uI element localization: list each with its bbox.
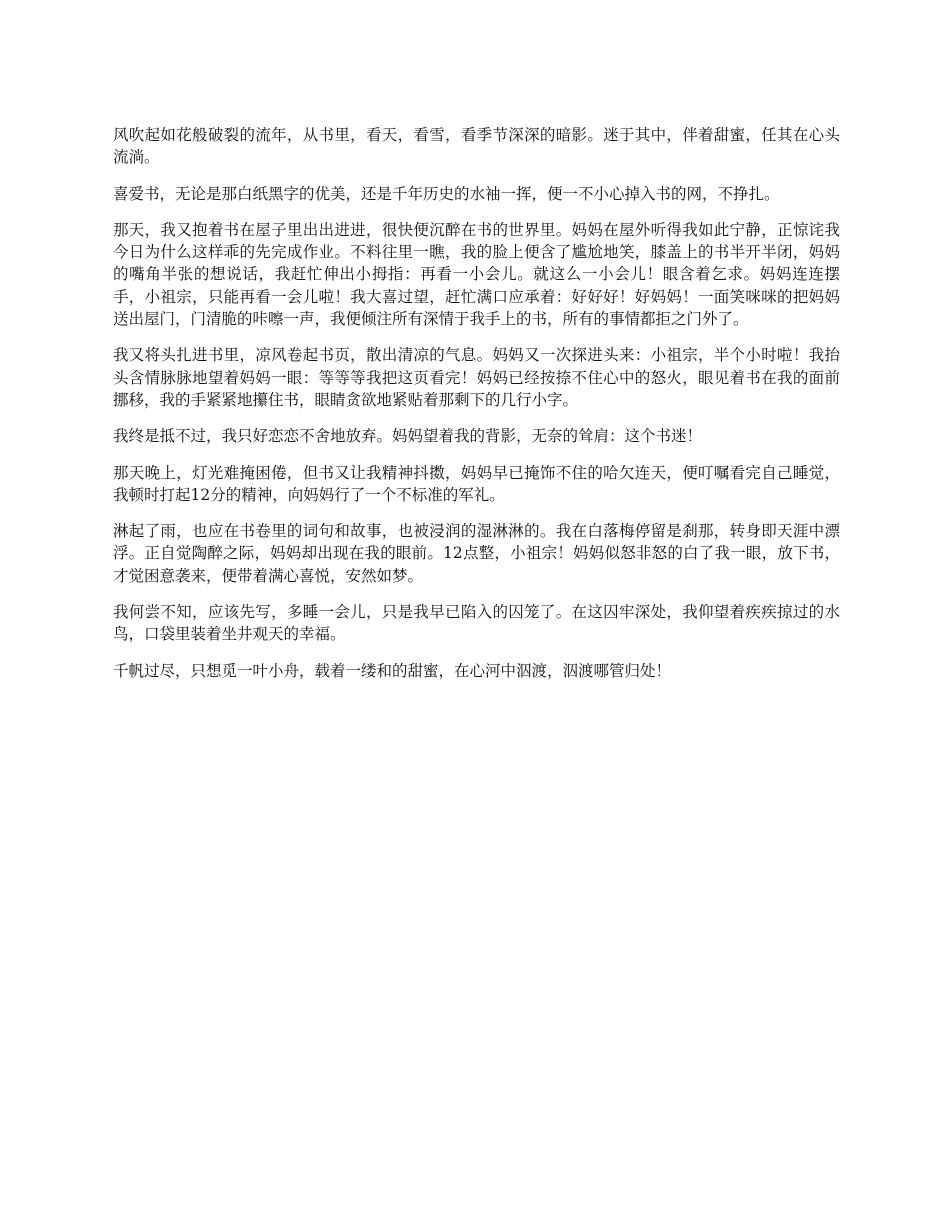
paragraph-3: 那天，我又抱着书在屋子里出出进进，很快便沉醉在书的世界里。妈妈在屋外听得我如此宁静，正惊诧我今日为什么这样乖的先完成作业。不料往里一瞧，我的脸上便含了尴尬地笑，膝盖上的书半开半闭，妈妈的嘴角半张的想说话，我赶忙伸出小拇指：再看一小会儿。就这么一小会儿！眼含着乞求。妈妈连连摆手，小祖宗，只能再看一会儿啦！我大喜过望，赶忙满口应承着：好好好！好妈妈！一面笑咪咪的把妈妈送出屋门，门清脆的咔嚓一声，我便倾注所有深情于我手上的书，所有的事情都拒之门外了。 <box>113 220 840 329</box>
paragraph-9: 千帆过尽，只想觅一叶小舟，载着一缕和的甜蜜，在心河中泅渡，泅渡哪管归处！ <box>113 661 672 680</box>
paragraph-5: 我终是抵不过，我只好恋恋不舍地放弃。妈妈望着我的背影，无奈的耸肩：这个书迷！ <box>113 427 703 446</box>
paragraph-8: 我何尝不知，应该先写，多睡一会儿，只是我早已陷入的囚笼了。在这囚牢深处，我仰望着疾疾掠过的水鸟，口袋里装着坐井观天的幸福。 <box>113 603 840 644</box>
paragraph-7: 淋起了雨，也应在书卷里的词句和故事，也被浸润的湿淋淋的。我在白落梅停留是刹那，转身即天涯中漂浮。正自觉陶醉之际，妈妈却出现在我的眼前。12点整，小祖宗！妈妈似怒非怒的白了我一眼，放下书，才觉困意袭来，便带着满心喜悦，安然如梦。 <box>113 522 840 585</box>
paragraph-1: 风吹起如花般破裂的流年，从书里，看天，看雪，看季节深深的暗影。迷于其中，伴着甜蜜，任其在心头流淌。 <box>113 126 840 167</box>
document-body <box>113 124 840 696</box>
paragraph-4: 我又将头扎进书里，凉风卷起书页，散出清凉的气息。妈妈又一次探进头来：小祖宗，半个小时啦！我抬头含情脉脉地望着妈妈一眼：等等等我把这页看完！妈妈已经按捺不住心中的怒火，眼见着书在我的面前挪移，我的手紧紧地攥住书，眼睛贪欲地紧贴着那剩下的几行小字。 <box>113 346 840 409</box>
paragraph-6: 那天晚上，灯光难掩困倦，但书又让我精神抖擞，妈妈早已掩饰不住的哈欠连天，便叮嘱看完自己睡觉，我顿时打起12分的精神，向妈妈行了一个不标准的军礼。 <box>113 463 840 504</box>
paragraph-2: 喜爱书，无论是那白纸黑字的优美，还是千年历史的水袖一挥，便一不小心掉入书的网，不挣扎。 <box>113 184 780 203</box>
